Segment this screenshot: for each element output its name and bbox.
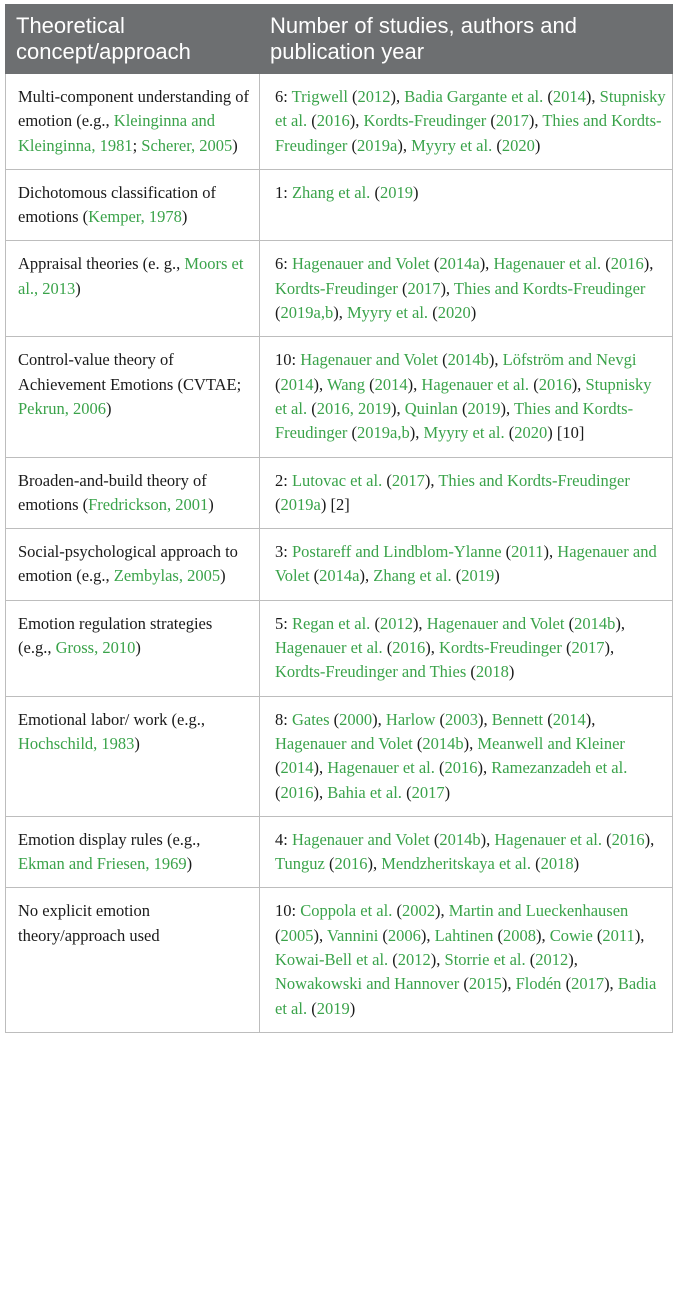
cell-text: ), (425, 638, 440, 658)
citation-link[interactable]: 2015 (468, 974, 502, 994)
cell-text: ( (592, 925, 603, 945)
cell-text: ), (477, 758, 492, 778)
header-concept: Theoretical concept/approach (6, 5, 260, 74)
table-row (6, 169, 673, 241)
cell-text: ( (401, 782, 412, 802)
citation-link[interactable]: 2014 (374, 374, 408, 394)
citation-link[interactable]: Vannini (326, 925, 379, 945)
cell-text: ), (604, 638, 615, 658)
citation-link[interactable]: Hagenauer and Volet (275, 733, 413, 753)
cell-text: ), (528, 111, 543, 131)
cell-text: ( (504, 423, 515, 443)
concept-cell (6, 169, 260, 241)
concept-cell (6, 816, 260, 888)
citation-link[interactable]: 2014 (552, 87, 586, 106)
citation-link[interactable]: Hagenauer and Volet (426, 613, 565, 633)
cell-text: ( (397, 278, 408, 298)
citation-link[interactable]: 2014 (280, 758, 314, 778)
studies-cell (260, 337, 673, 457)
cell-text: ) (349, 998, 356, 1018)
cell-text: ), (333, 303, 347, 323)
cell-text: ), (501, 974, 516, 994)
citation-link[interactable]: 2019 (461, 566, 495, 586)
cell-text: Dichotomous classification of emotions ( (18, 182, 216, 227)
cell-text: ), (543, 542, 558, 562)
citation-link[interactable]: 2019a (357, 135, 398, 155)
cell-text: ), (313, 758, 328, 778)
citation-link[interactable]: 2017 (571, 974, 605, 994)
cell-text: ), (478, 709, 492, 729)
citation-link[interactable]: Hagenauer and Volet (291, 254, 430, 274)
cell-text: ( (378, 925, 388, 945)
cell-text: Emotional labor/ work (e.g., (18, 709, 205, 729)
citation-link[interactable]: 2005 (280, 925, 314, 945)
citation-link[interactable]: Thies and Kordts-Freudinger (275, 111, 662, 155)
citation-link[interactable]: Meanwell and Kleiner (477, 733, 625, 753)
cell-text: ( (435, 709, 446, 729)
cell-text: ( (492, 135, 502, 155)
citation-link[interactable]: 2016 (316, 111, 350, 131)
citation-link[interactable]: 2014b (439, 829, 481, 849)
citation-link[interactable]: Kordts-Freudinger (439, 638, 562, 658)
cell-text: Appraisal theories (e. g., (18, 254, 185, 274)
citation-link[interactable]: Thies and Kordts-Freudinger (438, 470, 630, 490)
concept-cell (6, 888, 260, 1032)
cell-text: ( (347, 87, 358, 106)
cell-text: ), (313, 925, 327, 945)
cell-text: ( (307, 998, 317, 1018)
citation-link[interactable]: 2008 (502, 925, 536, 945)
cell-text: ( (309, 566, 320, 586)
citation-link[interactable]: Flodén (515, 974, 562, 994)
cell-text: ), (571, 374, 586, 394)
citation-link[interactable]: Zhang et al. (291, 182, 371, 202)
citation-link[interactable]: 2018 (540, 854, 574, 874)
cell-text: ) (208, 494, 214, 514)
citation-link[interactable]: 2014 (280, 374, 314, 394)
concept-cell (6, 457, 260, 529)
cell-text: ), (604, 974, 618, 994)
cell-text: ( (275, 925, 281, 945)
studies-cell (260, 816, 673, 888)
citation-link[interactable]: 2017 (571, 638, 605, 658)
cell-text: ( (329, 709, 340, 729)
table-body (6, 74, 673, 1033)
cell-text: ( (370, 613, 380, 633)
cell-text: ), (359, 566, 374, 586)
citation-link[interactable]: Kleinginna and Kleinginna, 1981 (18, 111, 216, 155)
cell-text: 8: (275, 709, 292, 729)
citation-link[interactable]: 2014a (439, 254, 480, 274)
citation-link[interactable]: 2016 (611, 829, 645, 849)
citation-link[interactable]: 2017 (407, 278, 441, 298)
citation-link[interactable]: Hagenauer and Volet (275, 542, 657, 586)
cell-text: ), (397, 135, 412, 155)
cell-text: ( (525, 950, 536, 970)
cell-text: ), (440, 278, 454, 298)
citation-link[interactable]: Hagenauer et al. (421, 374, 530, 394)
citation-link[interactable]: Gross, 2010 (55, 638, 136, 658)
citation-link[interactable]: Wang (326, 374, 366, 394)
header-studies: Number of studies, authors and publication year (260, 5, 673, 74)
citation-link[interactable]: Hagenauer et al. (494, 829, 603, 849)
table-row (6, 337, 673, 457)
citation-link[interactable]: Thies and Kordts-Freudinger (275, 398, 634, 443)
cell-text: ( (543, 87, 553, 106)
concept-cell (6, 529, 260, 601)
citation-link[interactable]: 2016 (610, 254, 644, 274)
table-row (6, 457, 673, 529)
cell-text: ( (501, 542, 512, 562)
cell-text: ), (644, 829, 655, 849)
cell-text: ( (429, 829, 440, 849)
cell-text: ), (424, 470, 439, 490)
cell-text: ), (390, 87, 405, 106)
cell-text: ) (573, 854, 580, 874)
citation-link[interactable]: Quinlan (404, 398, 458, 418)
cell-text: 6: (275, 254, 292, 274)
citation-link[interactable]: 2003 (445, 709, 479, 729)
cell-text: Emotion display rules (e.g., (18, 829, 201, 849)
citation-link[interactable]: 2016 (280, 782, 314, 802)
cell-text: ), (585, 87, 600, 106)
citation-link[interactable]: Kordts-Freudinger (363, 111, 487, 131)
cell-text: ), (372, 709, 386, 729)
table-row (6, 74, 673, 170)
citation-link[interactable]: 2011 (602, 925, 635, 945)
studies-cell (260, 529, 673, 601)
cell-text: ) (75, 278, 81, 298)
cell-text: ( (392, 901, 402, 921)
citation-link[interactable]: 2012 (357, 87, 391, 106)
cell-text: ( (275, 758, 281, 778)
cell-text: ( (459, 974, 469, 994)
citation-link[interactable]: 2002 (401, 901, 435, 921)
cell-text: 10: (275, 901, 301, 921)
citation-link[interactable]: Ramezanzadeh et al. (491, 758, 628, 778)
cell-text: ) [10] (547, 423, 585, 443)
cell-text: ) (444, 782, 451, 802)
cell-text: ( (451, 566, 462, 586)
cell-text: ( (347, 423, 358, 443)
citation-link[interactable]: 2019a,b (280, 303, 334, 323)
cell-text: ( (493, 925, 503, 945)
table-row (6, 241, 673, 337)
citation-link[interactable]: 2019 (379, 182, 413, 202)
cell-text: ( (531, 854, 541, 874)
cell-text: 1: (275, 182, 292, 202)
citation-link[interactable]: Lutovac et al. (291, 470, 383, 490)
cell-text: ( (434, 758, 445, 778)
citation-link[interactable]: 2012 (397, 950, 431, 970)
studies-cell (260, 457, 673, 529)
cell-text: ), (643, 254, 654, 274)
citation-link[interactable]: Martin and Lueckenhausen (448, 901, 629, 921)
citation-link[interactable]: Stupnisky et al. (275, 374, 652, 418)
cell-text: 3: (275, 542, 292, 562)
citation-link[interactable]: 2019a,b (357, 423, 410, 443)
citation-link[interactable]: Scherer, 2005 (141, 135, 233, 155)
cell-text: ( (307, 111, 317, 131)
studies-cell (260, 74, 673, 170)
cell-text: ( (370, 182, 380, 202)
cell-text: ), (349, 111, 364, 131)
citation-link[interactable]: Postareff and Lindblom-Ylanne (291, 542, 502, 562)
cell-text: ), (500, 398, 514, 418)
cell-text: ), (480, 829, 495, 849)
table-row (6, 888, 673, 1032)
citation-link[interactable]: Kordts-Freudinger and Thies (275, 662, 467, 682)
cell-text: ) (232, 135, 238, 155)
citation-link[interactable]: Harlow (385, 709, 436, 729)
citation-link[interactable]: Hagenauer et al. (493, 254, 602, 274)
citation-link[interactable]: 2014 (552, 709, 586, 729)
cell-text: ( (365, 374, 375, 394)
cell-text: ( (347, 135, 358, 155)
citation-link[interactable]: 2020 (514, 423, 548, 443)
cell-text: ( (412, 733, 423, 753)
citation-link[interactable]: Hagenauer et al. (275, 638, 383, 658)
cell-text: ( (382, 638, 393, 658)
cell-text: ) (134, 733, 140, 753)
concept-cell (6, 337, 260, 457)
citation-link[interactable]: 2012 (535, 950, 569, 970)
cell-text: ), (488, 350, 503, 370)
cell-text: ), (390, 398, 405, 418)
citation-link[interactable]: Bahia et al. (327, 782, 402, 802)
citation-link[interactable]: Coppola et al. (300, 901, 393, 921)
citation-link[interactable]: 2006 (387, 925, 421, 945)
cell-text: ( (275, 494, 281, 514)
citation-link[interactable]: Hagenauer and Volet (291, 829, 430, 849)
citation-link[interactable]: 2016 (334, 854, 368, 874)
citation-link[interactable]: 2017 (411, 782, 445, 802)
cell-text: ) [2] (320, 494, 350, 514)
cell-text: ( (561, 638, 572, 658)
cell-text: ), (479, 254, 494, 274)
citation-link[interactable]: 2000 (339, 709, 373, 729)
citation-link[interactable]: Kordts-Freudinger (275, 278, 398, 298)
concept-cell (6, 241, 260, 337)
cell-text: ) (412, 182, 419, 202)
table-row (6, 816, 673, 888)
cell-text: ), (634, 925, 645, 945)
studies-cell (260, 888, 673, 1032)
cell-text: ), (463, 733, 478, 753)
cell-text: ) (508, 662, 515, 682)
cell-text: ( (382, 470, 392, 490)
cell-text: ), (407, 374, 422, 394)
citation-link[interactable]: Myyry et al. (411, 135, 493, 155)
citation-link[interactable]: Zhang et al. (373, 566, 452, 586)
studies-cell (260, 169, 673, 241)
cell-text: ( (543, 709, 553, 729)
cell-text: ( (429, 254, 440, 274)
cell-text: ( (275, 782, 281, 802)
cell-text: ), (420, 925, 435, 945)
cell-text: ( (529, 374, 539, 394)
cell-text: ), (367, 854, 382, 874)
cell-text: ( (388, 950, 398, 970)
cell-text: ), (434, 901, 449, 921)
cell-text: ), (409, 423, 424, 443)
citation-link[interactable]: 2017 (495, 111, 529, 131)
citation-link[interactable]: Lahtinen (434, 925, 494, 945)
cell-text: ) (186, 854, 193, 874)
table-row (6, 600, 673, 696)
cell-text: ( (428, 303, 438, 323)
citation-link[interactable]: Storrie et al. (444, 950, 526, 970)
citation-link[interactable]: Myyry et al. (423, 423, 505, 443)
citation-link[interactable]: Moors et al., 2013 (18, 254, 244, 298)
citation-link[interactable]: Bennett (491, 709, 544, 729)
cell-text: ( (602, 829, 612, 849)
citation-link[interactable]: 2014b (447, 350, 489, 370)
citation-link[interactable]: Trigwell (291, 87, 348, 106)
citation-link[interactable]: Kemper, 1978 (88, 207, 182, 227)
citation-link[interactable]: Nowakowski and Hannover (275, 974, 460, 994)
cell-text: Multi-component understanding of emotion (e.g., (18, 87, 249, 131)
citation-link[interactable]: 2016, 2019 (316, 398, 391, 418)
cell-text: ( (457, 398, 468, 418)
citation-link[interactable]: Löfström and Nevgi (502, 350, 637, 370)
cell-text: Emotion regulation strategies (e.g., (18, 613, 213, 658)
citation-link[interactable]: Thies and Kordts-Freudinger (453, 278, 646, 298)
citation-link[interactable]: 2016 (538, 374, 572, 394)
citation-link[interactable]: 2014b (422, 733, 464, 753)
cell-text: ( (307, 398, 317, 418)
citation-link[interactable]: 2011 (511, 542, 544, 562)
concept-cell (6, 600, 260, 696)
citation-link[interactable]: 2012 (379, 613, 413, 633)
citation-link[interactable]: Regan et al. (291, 613, 371, 633)
cell-text: ), (568, 950, 578, 970)
cell-text: ), (535, 925, 550, 945)
citation-link[interactable]: 2014b (574, 613, 616, 633)
cell-text: ) (135, 638, 141, 658)
cell-text: ), (313, 374, 327, 394)
studies-table (5, 4, 673, 1033)
table-row (6, 529, 673, 601)
cell-text: 6: (275, 87, 292, 106)
citation-link[interactable]: Hochschild, 1983 (18, 733, 135, 753)
citation-link[interactable]: Hagenauer et al. (327, 758, 435, 778)
citation-link[interactable]: 2017 (391, 470, 425, 490)
citation-link[interactable]: Fredrickson, 2001 (88, 494, 209, 514)
studies-cell (260, 241, 673, 337)
citation-link[interactable]: Pekrun, 2006 (18, 398, 106, 418)
citation-link[interactable]: Badia Gargante et al. (404, 87, 544, 106)
citation-link[interactable]: 2016 (444, 758, 478, 778)
cell-text: ), (430, 950, 445, 970)
citation-link[interactable]: 2019a (280, 494, 321, 514)
citation-link[interactable]: Mendzheritskaya et al. (381, 854, 532, 874)
cell-text: ) (181, 207, 188, 227)
citation-link[interactable]: 2016 (392, 638, 426, 658)
cell-text: Control-value theory of Achievement Emotions (CVTAE; (18, 350, 242, 394)
concept-cell (6, 696, 260, 816)
cell-text: 5: (275, 613, 292, 633)
cell-text: ) (470, 303, 477, 323)
cell-text: ) (534, 135, 541, 155)
citation-link[interactable]: Stupnisky et al. (275, 87, 666, 131)
cell-text: ) (494, 566, 500, 586)
citation-link[interactable]: 2020 (437, 303, 471, 323)
cell-text: ( (486, 111, 496, 131)
studies-cell (260, 696, 673, 816)
citation-link[interactable]: 2020 (501, 135, 535, 155)
cell-text: ( (437, 350, 448, 370)
cell-text: ( (601, 254, 611, 274)
cell-text: ), (585, 709, 596, 729)
header-row (6, 5, 673, 74)
citation-link[interactable]: Hagenauer and Volet (300, 350, 438, 370)
citation-link[interactable]: 2018 (475, 662, 509, 682)
citation-link[interactable]: Kowai-Bell et al. (275, 950, 389, 970)
cell-text: 10: (275, 350, 301, 370)
cell-text: ) (106, 398, 112, 418)
citation-link[interactable]: Badia et al. (275, 974, 657, 1018)
cell-text: Broaden-and-build theory of emotions ( (18, 470, 207, 514)
cell-text: ( (564, 613, 575, 633)
cell-text: No explicit emotion theory/approach used (18, 901, 160, 945)
cell-text: ( (275, 303, 281, 323)
cell-text: Social-psychological approach to emotion (e.g., (18, 542, 238, 586)
cell-text: ), (412, 613, 427, 633)
cell-text: ) (220, 566, 226, 586)
cell-text: ( (324, 854, 335, 874)
citation-link[interactable]: Zembylas, 2005 (113, 566, 221, 586)
studies-cell (260, 600, 673, 696)
cell-text: 2: (275, 470, 292, 490)
citation-link[interactable]: 2019 (467, 398, 501, 418)
citation-link[interactable]: 2019 (316, 998, 350, 1018)
citation-link[interactable]: Cowie (549, 925, 593, 945)
table-row (6, 696, 673, 816)
cell-text: 4: (275, 829, 292, 849)
cell-text: ( (561, 974, 572, 994)
citation-link[interactable]: Myyry et al. (346, 303, 429, 323)
concept-cell (6, 74, 260, 170)
citation-link[interactable]: Tunguz (275, 854, 325, 874)
citation-link[interactable]: Gates (291, 709, 330, 729)
table-header (6, 5, 673, 74)
cell-text: ), (615, 613, 625, 633)
cell-text: ), (313, 782, 328, 802)
citation-link[interactable]: 2014a (319, 566, 360, 586)
cell-text: ( (466, 662, 476, 682)
cell-text: ; (132, 135, 142, 155)
citation-link[interactable]: Ekman and Friesen, 1969 (18, 854, 187, 874)
cell-text: ( (275, 374, 281, 394)
